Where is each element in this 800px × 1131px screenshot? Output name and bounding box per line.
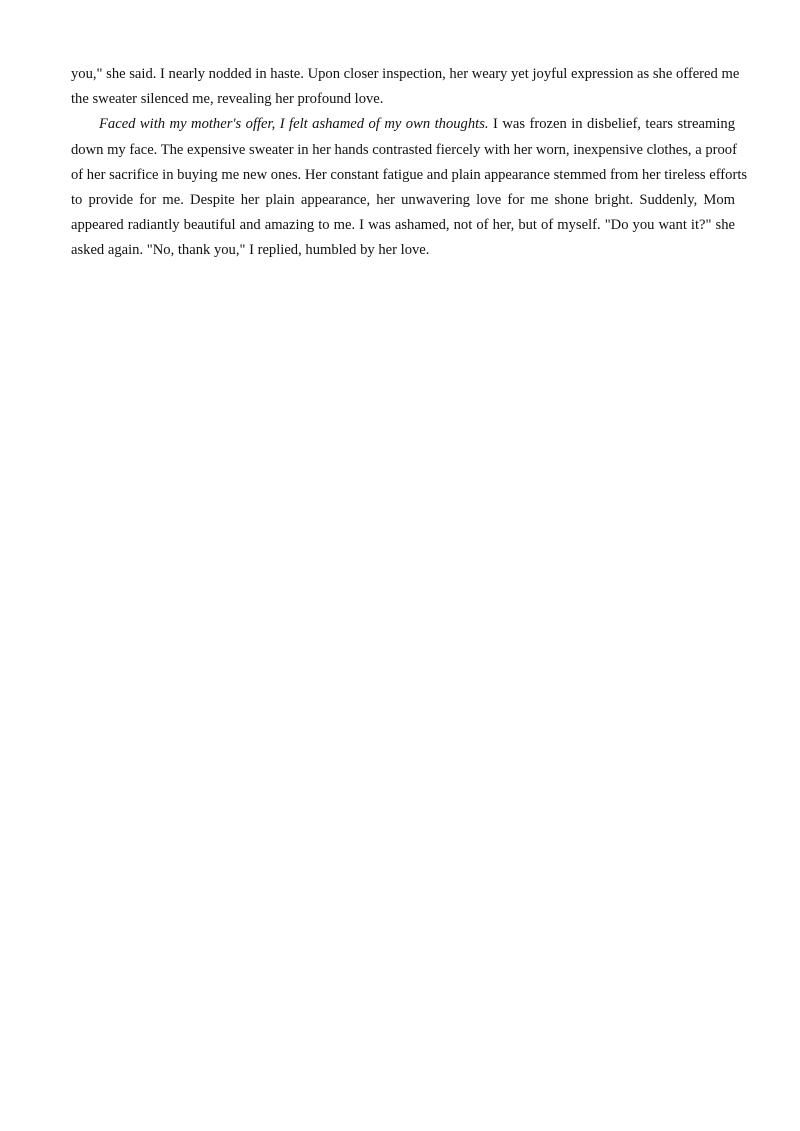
paragraph-1	[71, 62, 740, 112]
paragraph-2	[71, 112, 748, 263]
body-text	[71, 62, 748, 264]
italic-lead-sentence: Faced with my mother's offer, I felt ashamed of my own thoughts.	[99, 116, 489, 133]
text-line: you," she said. I nearly nodded in haste. Upon closer inspection, her weary yet joyful expression as she offered me	[71, 66, 740, 82]
text-line: to provide for me. Despite her plain appearance, her unwavering love for me shone bright. Suddenly, Mom	[71, 192, 735, 209]
text-line: appeared radiantly beautiful and amazing to me. I was ashamed, not of her, but of myself. "Do you want it?" she	[71, 217, 735, 234]
line-continuation: I was frozen in disbelief, tears streaming	[488, 116, 735, 133]
text-line: asked again. "No, thank you," I replied, humbled by her love.	[71, 242, 430, 259]
text-line: the sweater silenced me, revealing her profound love.	[71, 91, 384, 108]
text-line: down my face. The expensive sweater in her hands contrasted fiercely with her worn, inexpensive clothes, a proof	[71, 141, 737, 158]
text-line	[71, 112, 735, 137]
text-line: of her sacrifice in buying me new ones. Her constant fatigue and plain appearance stemmed from her tireless efforts	[71, 166, 748, 183]
